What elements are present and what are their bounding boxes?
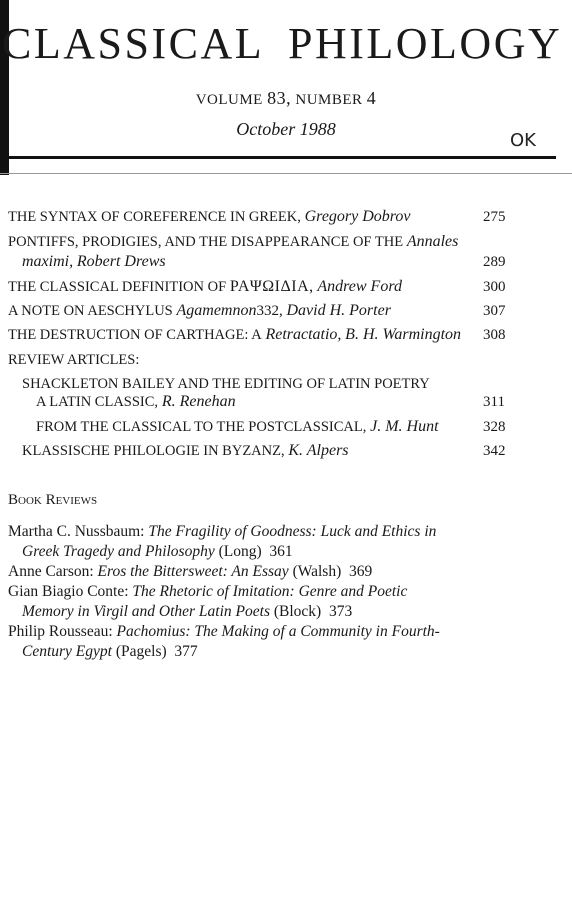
toc-page: 300 xyxy=(483,279,506,295)
toc-entry: THE CLASSICAL DEFINITION OF ΡΑΨΩΙΔΙΑ, Andrew Ford xyxy=(8,278,402,295)
review-article: FROM THE CLASSICAL TO THE POSTCLASSICAL, J. M. Hunt xyxy=(36,418,439,435)
toc-entry: A NOTE ON AESCHYLUS Agamemnon332, David H. Porter xyxy=(8,302,391,319)
toc-entry: PONTIFFS, PRODIGIES, AND THE DISAPPEARANCE OF THE Annales xyxy=(8,233,459,250)
issue-date: October 1988 xyxy=(236,119,336,139)
toc-entry: THE SYNTAX OF COREFERENCE IN GREEK, Gregory Dobrov xyxy=(8,208,411,225)
book-review: Philip Rousseau: Pachomius: The Making of a Community in Fourth- Century Egypt (Pagels) 377 xyxy=(8,623,440,660)
toc-page: 289 xyxy=(483,254,506,270)
toc-page: 311 xyxy=(483,394,505,410)
toc-page: 328 xyxy=(483,419,506,435)
journal-title-word2: PHILOLOGY xyxy=(288,19,563,68)
handwritten-ok-mark: OK xyxy=(510,130,536,151)
volume-line: VOLUME 83, NUMBER 4 xyxy=(195,88,377,108)
review-article: KLASSISCHE PHILOLOGIE IN BYZANZ, K. Alpers xyxy=(22,442,349,459)
review-article: SHACKLETON BAILEY AND THE EDITING OF LATIN POETRY xyxy=(22,376,430,392)
toc-entry-cont: maximi, Robert Drews xyxy=(22,253,166,270)
book-review: Anne Carson: Eros the Bittersweet: An Essay (Walsh) 369 xyxy=(8,563,373,580)
toc-page: 307 xyxy=(483,303,506,319)
review-articles-heading: REVIEW ARTICLES: xyxy=(8,352,140,368)
toc-page: 342 xyxy=(483,443,506,459)
header-thin-rule xyxy=(0,173,572,174)
header-rule xyxy=(0,156,556,159)
book-review: Gian Biagio Conte: The Rhetoric of Imitation: Genre and Poetic Memory in Virgil and Other Latin Poets (Block) 373 xyxy=(8,583,408,620)
book-reviews-heading: Book Reviews xyxy=(8,492,98,508)
review-article-cont: A LATIN CLASSIC, R. Renehan xyxy=(36,393,236,410)
journal-title-word1: CLASSICAL xyxy=(2,19,265,68)
book-review: Martha C. Nussbaum: The Fragility of Goodness: Luck and Ethics in Greek Tragedy and Philosophy (Long) 361 xyxy=(8,523,437,560)
toc-page: 308 xyxy=(483,327,506,343)
toc-page: 275 xyxy=(483,209,506,225)
toc-entry: THE DESTRUCTION OF CARTHAGE: A Retractatio, B. H. Warmington xyxy=(8,326,462,343)
